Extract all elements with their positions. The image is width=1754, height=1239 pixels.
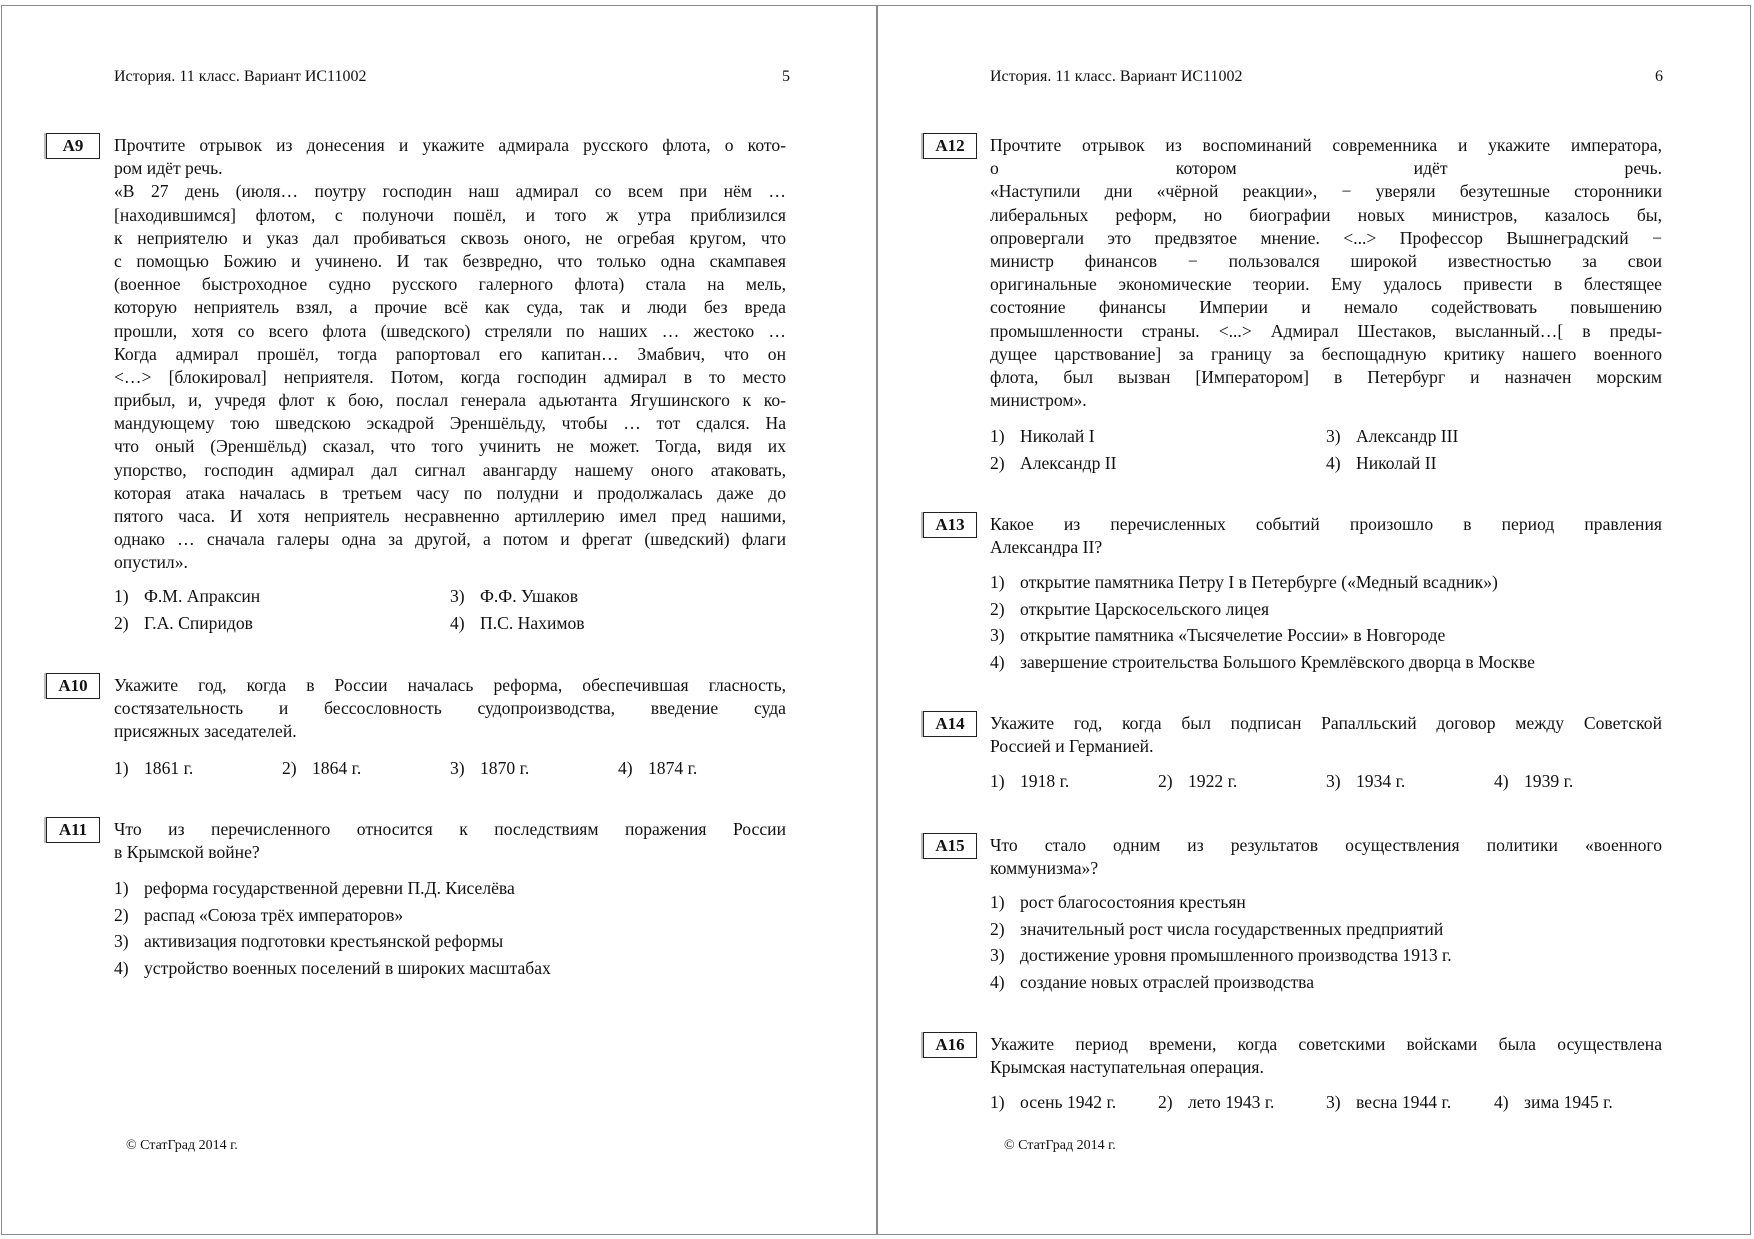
page-header: История. 11 класс. Вариант ИС11002 [114,68,367,85]
answer-option[interactable] [114,758,193,779]
question-text-line: состояние финансы Империи и немало содействовать повышению [990,297,1662,318]
question-text-line: Укажите год, когда в России началась реформа, обеспечившая гласность, [114,675,786,695]
question-text-line: Россией и Германией. [990,736,1154,757]
answer-option-text: Александр III [1356,426,1459,446]
answer-option[interactable] [618,758,697,779]
question-text-line: состязательность и бессословность судопроизводства, введение суда [114,698,786,719]
answer-option-number: 2) [990,452,1005,473]
answer-option[interactable] [1158,1092,1274,1113]
answer-option-number: 3) [1326,771,1341,791]
answer-option[interactable] [990,625,1445,646]
copyright-footer: © СтатГрад 2014 г. [126,1138,238,1153]
answer-option-number: 4) [1494,771,1509,791]
answer-option-text: открытие памятника «Тысячелетие России» в Новгороде [1020,625,1446,645]
question-text-line: мандующему тою шведскою эскадрой Эреншёльду, чтобы … тот сдался. На [114,413,786,434]
answer-option-text: реформа государственной деревни П.Д. Киселёва [144,878,515,898]
question-text-line: Прочтите отрывок из воспоминаний современника и укажите императора, [990,135,1662,155]
answer-option-number: 2) [114,904,129,925]
question-text-line: опустил». [114,552,188,573]
answer-option[interactable] [282,758,361,779]
question-text-line: либеральных реформ, но биографии новых министров, казалось бы, [990,204,1662,225]
copyright-footer: © СтатГрад 2014 г. [1004,1138,1116,1153]
question-text-line: Крымская наступательная операция. [990,1057,1264,1078]
question-text-line: коммунизма»? [990,858,1099,879]
question-number-badge: A13 [923,512,977,538]
answer-option[interactable] [990,572,1498,593]
answer-option-number: 4) [618,758,633,778]
answer-option[interactable] [1326,1092,1451,1113]
answer-option-number: 1) [990,572,1005,592]
answer-option-text: распад «Союза трёх императоров» [144,904,404,925]
answer-option-text: осень 1942 г. [1020,1092,1117,1112]
answer-option-number: 2) [282,758,297,778]
answer-option-number: 4) [114,957,129,978]
answer-option-text: открытие памятника Петру I в Петербурге («Медный всадник») [1020,572,1498,592]
question-number-badge: A12 [923,133,977,159]
question-text-line: дущее царствование] за границу за беспощадную критику нашего военного [990,343,1662,364]
question-text-line: к неприятелю и указ дал пробиваться сквозь оного, не огребая кругом, что [114,227,786,248]
answer-option-text: открытие Царскосельского лицея [1020,598,1270,619]
answer-option-number: 1) [114,758,129,778]
question-text-line: упорство, господин адмирал дал сигнал авангарду нашему оного атаковать, [114,459,786,480]
question-text-line: с помощью Божию и учинено. И так безвредно, что только одна скампавея [114,250,786,271]
answer-option[interactable] [990,453,1117,474]
answer-option-number: 4) [450,612,465,633]
answer-option-text: весна 1944 г. [1356,1092,1452,1112]
question-text [114,134,786,575]
question-text-line: Что из перечисленного относится к последствиям поражения России [114,819,786,839]
question-text [990,712,1662,758]
question-number-badge: A16 [923,1032,977,1058]
question-text-line: флота, был вызван [Императором] в Петербург и назначен морским [990,366,1662,387]
answer-option[interactable] [990,652,1535,673]
answer-option-text: достижение уровня промышленного производства 1913 г. [1020,945,1452,965]
answer-option-text: устройство военных поселений в широких масштабах [144,957,551,978]
answer-option[interactable] [990,972,1314,993]
question-number-badge: A14 [923,711,977,737]
answer-option-text: зима 1945 г. [1524,1092,1613,1112]
question-text-line: в Крымской войне? [114,842,260,863]
answer-option[interactable] [114,958,551,979]
answer-option-number: 1) [990,771,1005,791]
answer-option[interactable] [114,878,515,899]
answer-option-number: 4) [990,971,1005,992]
answer-option-text: 1934 г. [1356,771,1406,791]
question-text-line: которая атака началась в третьем часу по полудни и продолжалась даже до [114,482,786,503]
question-text-line: Какое из перечисленных событий произошло в период правления [990,514,1662,534]
answer-option-number: 2) [990,598,1005,619]
answer-option-text: 1874 г. [648,758,698,778]
answer-option-text: значительный рост числа государственных предприятий [1020,918,1444,939]
answer-option[interactable] [450,758,529,779]
answer-option-number: 3) [990,625,1005,645]
question-number-badge: A15 [923,833,977,859]
answer-option-number: 3) [1326,1092,1341,1112]
answer-option-number: 2) [1158,1092,1173,1112]
answer-option-number: 3) [114,931,129,951]
answer-option-number: 4) [990,651,1005,672]
answer-option-text: 1864 г. [312,758,362,778]
question-text-line: министр финансов − пользовался широкой известностью за свои [990,250,1662,271]
answer-option[interactable] [1158,771,1237,792]
answer-option-text: 1922 г. [1188,771,1238,791]
answer-option-number: 2) [114,612,129,633]
answer-option[interactable] [990,771,1069,792]
answer-option[interactable] [990,599,1269,620]
answer-option-number: 2) [1158,771,1173,791]
answer-option[interactable] [1326,453,1436,474]
answer-option-text: 1939 г. [1524,771,1574,791]
question-text-line: Укажите период времени, когда советскими войсками была осуществлена [990,1034,1662,1054]
answer-option-text: 1861 г. [144,758,194,778]
question-text-line: «Наступили дни «чёрной реакции», − уверяли безутешные сторонники [990,181,1662,202]
question-text [114,674,786,744]
page-divider [876,5,878,1235]
question-text [114,818,786,864]
question-text-line: однако … сначала галеры одна за другой, а потом и фрегат (шведский) флаги [114,529,786,550]
answer-option-number: 1) [990,426,1005,446]
answer-option-text: рост благосостояния крестьян [1020,892,1246,912]
answer-option[interactable] [114,586,260,607]
answer-option[interactable] [990,892,1246,913]
answer-option-text: Николай I [1020,426,1095,446]
answer-option[interactable] [1326,426,1458,447]
question-text-line: промышленности страны. <...> Адмирал Шестаков, высланный…[ в преды- [990,320,1662,341]
page-number: 6 [1655,68,1663,85]
answer-option-text: завершение строительства Большого Кремлёвского дворца в Москве [1020,651,1535,672]
answer-option[interactable] [990,945,1452,966]
answer-option[interactable] [1326,771,1405,792]
answer-option-text: лето 1943 г. [1188,1092,1275,1112]
answer-option-number: 4) [1326,452,1341,473]
answer-option-number: 3) [450,758,465,778]
question-text [990,134,1662,412]
question-text-line: прибыл, и, учредя флот к бою, послал генерала адьютанта Ягушинского к ко- [114,390,786,411]
question-text-line: что оный (Эреншёльд) сказал, что того учинить не может. Тогда, видя их [114,436,786,457]
answer-option-number: 4) [1494,1092,1509,1112]
answer-option-text: 1918 г. [1020,771,1070,791]
question-text-line: присяжных заседателей. [114,721,297,742]
question-text-line: «В 27 день (июля… поутру господин наш адмирал со всем при нём … [114,181,786,202]
answer-option-text: Г.А. Спиридов [144,612,253,633]
answer-option-number: 1) [114,878,129,898]
question-text-line: опровергали это предвзятое мнение. <...> Профессор Вышнеградский − [990,227,1662,248]
answer-option-text: Александр II [1020,452,1117,473]
answer-option-number: 3) [1326,426,1341,446]
question-text-line: Александра II? [990,537,1103,558]
question-number-badge: A9 [46,133,100,159]
question-text [990,1033,1662,1079]
answer-option-text: Ф.Ф. Ушаков [480,586,579,606]
question-number-badge: A10 [46,673,100,699]
answer-option-text: П.С. Нахимов [480,612,585,633]
answer-option[interactable] [990,1092,1116,1113]
question-text-line: оригинальные экономические теории. Ему удалось привести в блестящее [990,274,1662,295]
question-text-line: прошли, хотя со всего флота (шведского) стреляли по наших … жестоко … [114,320,786,341]
answer-option[interactable] [450,586,578,607]
answer-option[interactable] [990,426,1095,447]
question-text [990,513,1662,559]
answer-option[interactable] [114,931,503,952]
question-text-line: Что стало одним из результатов осуществления политики «военного [990,835,1662,855]
question-text-line: <…> [блокировал] неприятеля. Потом, когда господин адмирал в то место [114,366,786,387]
answer-option[interactable] [990,919,1443,940]
answer-option-text: Николай II [1356,452,1437,473]
answer-option[interactable] [1494,1092,1613,1113]
page-header: История. 11 класс. Вариант ИС11002 [990,68,1243,85]
question-text-line: Укажите год, когда был подписан Рапалльский договор между Советской [990,713,1662,733]
question-text-line: пятого часа. И хотя неприятель несравненно артиллерию имел пред нашими, [114,506,786,526]
question-text-line: (военное быстроходное судно русского галерного флота) стала на мель, [114,274,786,295]
answer-option-number: 3) [990,945,1005,965]
answer-option-number: 3) [450,586,465,606]
question-text-line: ром идёт речь. [114,158,223,179]
answer-option[interactable] [114,905,403,926]
answer-option-text: создание новых отраслей производства [1020,971,1315,992]
question-text-line: Когда адмирал прошёл, тогда рапортовал его капитан… Змабвич, что он [114,343,786,364]
question-text-line: которую неприятель взял, а прочие всё как суда, так и люди без вреда [114,297,786,318]
answer-option-text: 1870 г. [480,758,530,778]
answer-option-text: Ф.М. Апраксин [144,586,261,606]
answer-option-text: активизация подготовки крестьянской реформы [144,931,504,951]
question-text-line: о котором идёт речь. [990,158,1662,179]
question-text-line: министром». [990,390,1087,411]
page-number: 5 [782,68,790,85]
answer-option-number: 1) [990,892,1005,912]
question-number-badge: A11 [46,817,100,843]
answer-option[interactable] [1494,771,1573,792]
question-text [990,834,1662,880]
answer-option-number: 1) [114,586,129,606]
answer-option-number: 1) [990,1092,1005,1112]
question-text-line: Прочтите отрывок из донесения и укажите адмирала русского флота, о кото- [114,135,786,155]
answer-option-number: 2) [990,918,1005,939]
question-text-line: [находившимся] флотом, с полуночи пошёл, и того ж утра приблизился [114,204,786,225]
answer-option[interactable] [114,613,253,634]
answer-option[interactable] [450,613,585,634]
